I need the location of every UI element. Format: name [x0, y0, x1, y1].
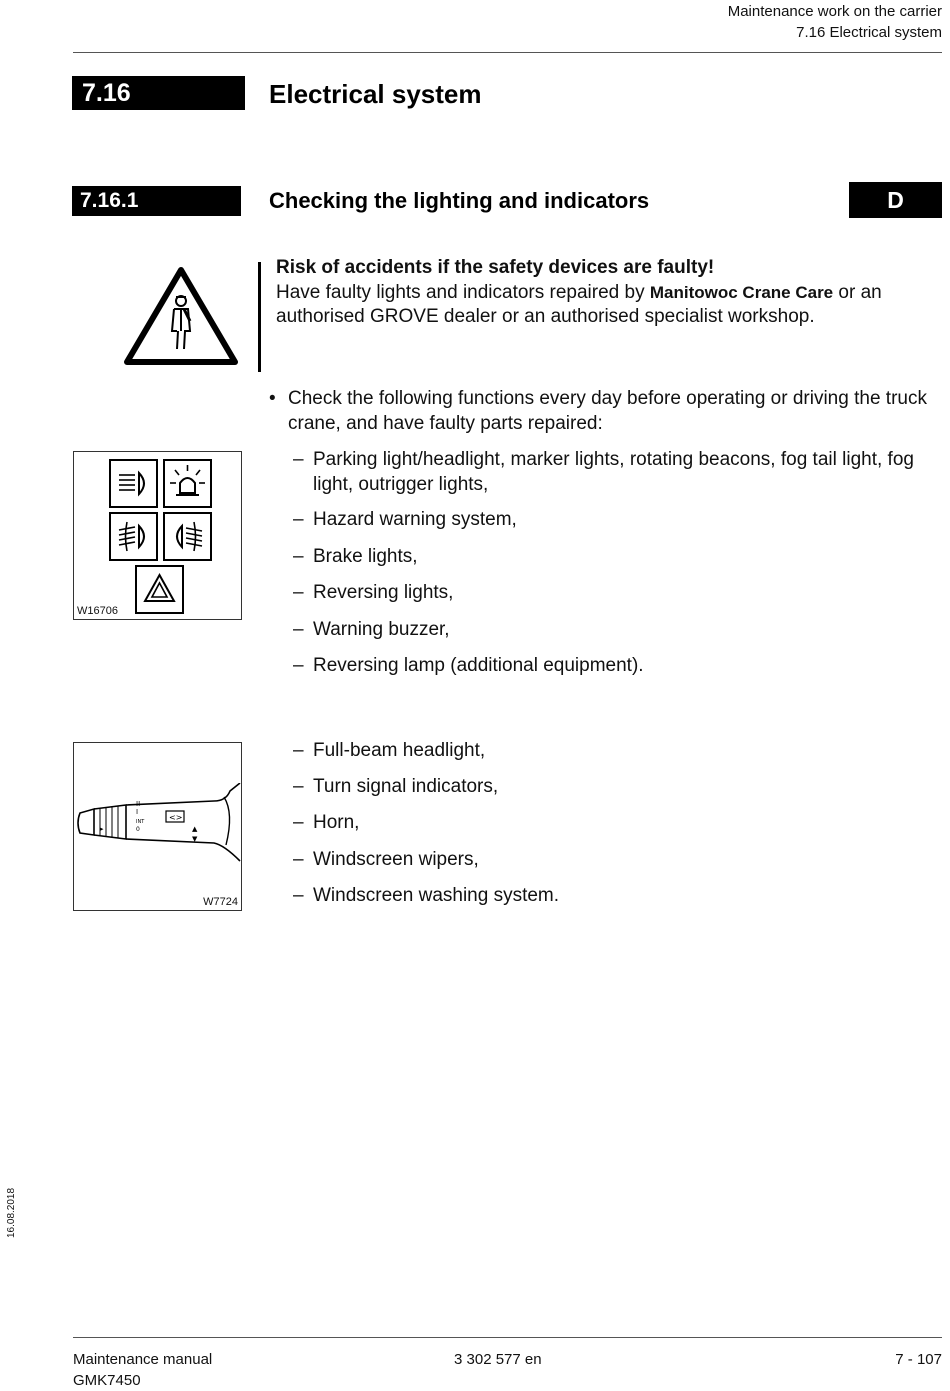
section-number: 7.16: [72, 76, 245, 110]
section-title: Electrical system: [269, 79, 482, 109]
dash-marker: –: [293, 740, 304, 761]
list-item-text: Reversing lamp (additional equipment).: [313, 655, 644, 676]
warning-margin-bar: [258, 262, 261, 372]
dash-marker: –: [293, 655, 304, 676]
fog-tail-light-icon: [163, 512, 212, 561]
list-item: [293, 448, 938, 497]
list-item: [293, 508, 938, 533]
dash-marker: –: [293, 509, 304, 530]
list-item-text: Horn,: [313, 812, 360, 833]
dash-marker: –: [293, 849, 304, 870]
svg-text:▼: ▼: [192, 835, 198, 843]
footer-model: GMK7450: [73, 1372, 141, 1389]
figure-label: W16706: [77, 605, 118, 617]
dash-marker: –: [293, 546, 304, 567]
language-badge: D: [849, 182, 942, 218]
hazard-warning-icon: [135, 565, 184, 614]
list-item-text: Hazard warning system,: [313, 509, 517, 530]
svg-text:<>: <>: [169, 813, 183, 822]
steering-column-switch-icon: [74, 783, 241, 883]
figure-label: W7724: [203, 896, 238, 908]
subsection-title: Checking the lighting and indicators: [269, 188, 650, 213]
list-item-text: Turn signal indicators,: [313, 776, 499, 797]
fog-light-icon: [109, 512, 158, 561]
warning-block: [276, 256, 936, 330]
list-item-text: Brake lights,: [313, 546, 418, 567]
footer-document-number: 3 302 577 en: [454, 1351, 542, 1368]
svg-text:II: II: [136, 800, 141, 808]
headlight-icon: [109, 459, 158, 508]
dash-marker: –: [293, 582, 304, 603]
list-item: [293, 811, 938, 836]
list-item-text: Full-beam headlight,: [313, 740, 486, 761]
steering-column-switch-figure: [73, 742, 242, 911]
rotating-beacon-icon: [163, 459, 212, 508]
header-section: 7.16 Electrical system: [796, 24, 942, 41]
footer-rule: [73, 1337, 942, 1338]
list-item-text: Windscreen washing system.: [313, 885, 560, 906]
list-item: [293, 581, 938, 606]
running-header: [728, 1, 942, 43]
dash-marker: –: [293, 619, 304, 640]
brand-name: Manitowoc Crane Care: [649, 282, 834, 302]
warning-text: [276, 281, 936, 330]
list-item: [293, 545, 938, 570]
list-item-text: Reversing lights,: [313, 582, 454, 603]
list-item: [293, 884, 938, 909]
list-item: [293, 775, 938, 800]
list-item: [293, 618, 938, 643]
lighting-symbols-figure: [73, 451, 242, 620]
subsection-number: 7.16.1: [72, 186, 241, 216]
list-item: [293, 739, 938, 764]
warning-person-triangle-icon: [124, 265, 239, 367]
dash-marker: –: [293, 885, 304, 906]
warning-heading: Risk of accidents if the safety devices are faulty!: [276, 257, 715, 278]
warning-text-end: or an authorised GROVE dealer or an authorised specialist workshop.: [276, 281, 882, 327]
svg-text:I: I: [136, 808, 139, 816]
list-item-text: Parking light/headlight, marker lights, rotating beacons, fog tail light, fog light, outrigger lights,: [313, 449, 914, 495]
list-item-text: Warning buzzer,: [313, 619, 450, 640]
list-item: [293, 654, 938, 679]
list-item: [293, 848, 938, 873]
page-number: 7 - 107: [895, 1351, 942, 1368]
svg-text:INT: INT: [136, 819, 145, 825]
footer-manual-type: Maintenance manual: [73, 1351, 213, 1368]
dash-marker: –: [293, 812, 304, 833]
svg-text:▸: ▸: [100, 825, 104, 833]
footer-left: [73, 1349, 212, 1391]
svg-text:▲: ▲: [192, 825, 198, 833]
instruction-text: Check the following functions every day before operating or driving the truck crane, and have faulty parts repaired:: [288, 388, 927, 434]
warning-text-start: Have faulty lights and indicators repaired by: [276, 281, 650, 303]
svg-text:0: 0: [136, 826, 140, 833]
list-item-text: Windscreen wipers,: [313, 849, 479, 870]
header-rule: [73, 52, 942, 53]
instruction-item: [269, 387, 939, 436]
dash-marker: –: [293, 776, 304, 797]
dash-marker: –: [293, 449, 304, 470]
bullet-point: •: [269, 388, 276, 409]
header-chapter: Maintenance work on the carrier: [727, 3, 942, 20]
side-date: 16.08.2018: [6, 1187, 17, 1238]
